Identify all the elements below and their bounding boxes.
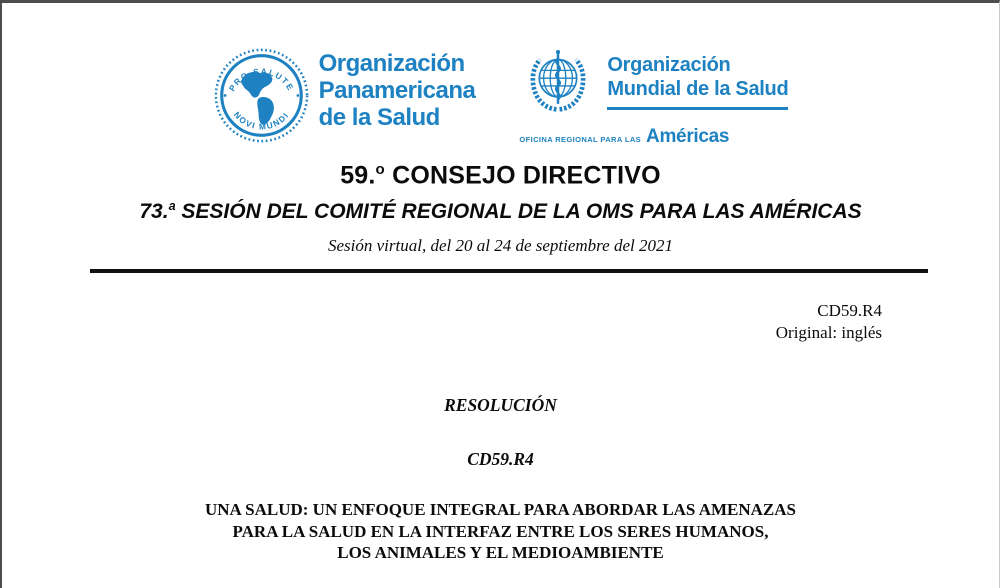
meeting-subtitle-ordinal: a — [168, 199, 176, 214]
who-wordmark-line: Organización — [607, 54, 731, 76]
resolution-title-line: UNA SALUD: UN ENFOQUE INTEGRAL PARA ABORDAR LAS AMENAZAS — [205, 500, 796, 520]
meeting-title-ordinal: o — [375, 161, 385, 178]
header-divider-rule — [90, 269, 928, 273]
header-block — [2, 161, 999, 256]
meeting-subtitle-text: SESIÓN DEL COMITÉ REGIONAL DE LA OMS PARA LAS AMÉRICAS — [175, 200, 862, 224]
paho-seal-top-text: PRO SALUTE — [226, 66, 296, 93]
who-regional-office-label — [519, 126, 788, 148]
meeting-title-number: 59. — [340, 161, 376, 190]
who-logo-top — [519, 47, 788, 121]
who-logo — [519, 47, 788, 148]
session-info: Sesión virtual, del 20 al 24 de septiembre del 2021 — [328, 236, 673, 256]
who-regional-name: Américas — [646, 126, 730, 147]
resolution-number: CD59.R4 — [467, 449, 534, 470]
document-reference: CD59.R4 — [817, 301, 882, 321]
paho-wordmark-line: de la Salud — [318, 104, 440, 131]
paho-wordmark — [319, 50, 476, 131]
document-reference-block — [2, 300, 999, 344]
who-emblem-icon — [519, 47, 597, 121]
paho-wordmark-line: Panamericana — [318, 77, 476, 104]
meeting-subtitle-number: 73. — [139, 200, 169, 224]
paho-wordmark-line: Organización — [318, 50, 465, 77]
meeting-subtitle — [2, 199, 999, 224]
who-wordmark-line: Mundial de la Salud — [607, 78, 789, 100]
resolution-title — [2, 499, 999, 564]
original-language: Original: inglés — [775, 323, 882, 343]
paho-seal-bottom-text: NOVI MUNDI — [231, 109, 291, 132]
meeting-title — [2, 161, 999, 190]
who-regional-prefix: OFICINA REGIONAL PARA LAS — [519, 135, 642, 144]
resolution-title-line: LOS ANIMALES Y EL MEDIOAMBIENTE — [337, 543, 664, 563]
who-wordmark — [607, 53, 788, 110]
resolution-heading: RESOLUCIÓN — [444, 395, 557, 416]
paho-seal-icon — [213, 47, 310, 144]
meeting-title-text: CONSEJO DIRECTIVO — [384, 161, 661, 190]
logo-banner — [2, 3, 999, 148]
paho-logo — [213, 47, 476, 144]
resolution-title-line: PARA LA SALUD EN LA INTERFAZ ENTRE LOS SERES HUMANOS, — [232, 521, 769, 541]
